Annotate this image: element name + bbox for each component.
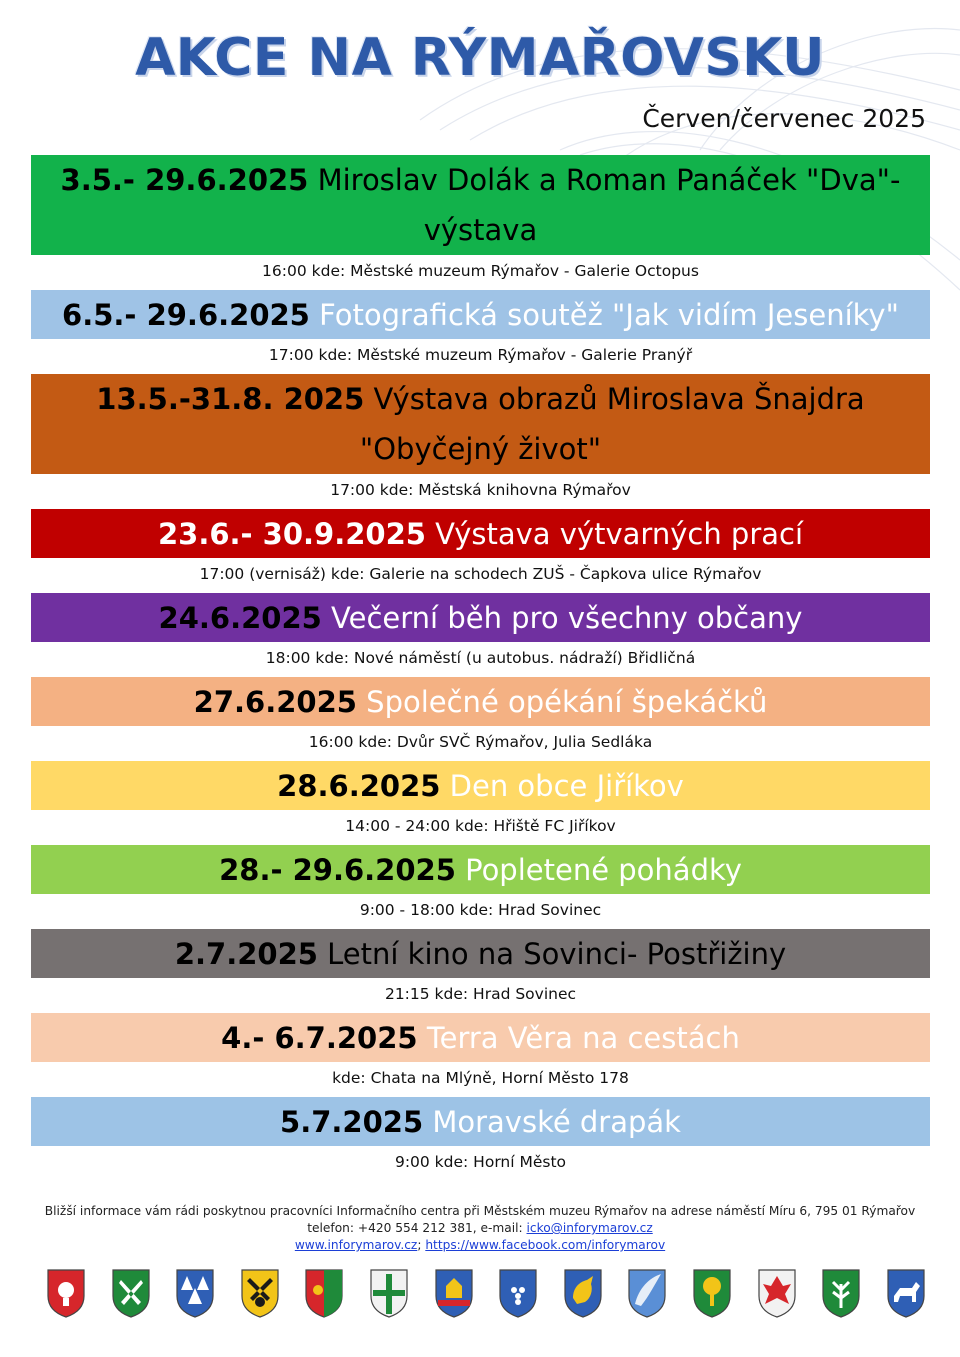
page-subtitle: Červen/červenec 2025	[642, 104, 926, 133]
event-heading	[175, 929, 786, 979]
footer-phone-text: telefon: +420 554 212 381, e-mail:	[307, 1221, 527, 1235]
event-heading	[159, 593, 803, 643]
footer-info-line: Bližší informace vám rádi poskytnou pracovníci Informačního centra při Městském muzeu Rýmařov na adrese náměstí Míru 6, 795 01 Rýmařov	[44, 1204, 916, 1218]
event-info: 9:00 - 18:00 kde: Hrad Sovinec	[359, 901, 602, 919]
event-name: Terra Věra na cestách	[426, 1020, 740, 1055]
event-info: 17:00 (vernisáž) kde: Galerie na schodech ZUŠ - Čapkova ulice Rýmařov	[199, 565, 762, 583]
event-date: 27.6.2025	[193, 684, 357, 719]
event-bar	[31, 1013, 930, 1062]
event-info: 18:00 kde: Nové náměstí (u autobus. nádraží) Břidličná	[265, 649, 696, 667]
event-bar	[31, 1097, 930, 1146]
event-name: Výstava výtvarných prací	[435, 516, 804, 551]
event-date: 4.- 6.7.2025	[221, 1020, 418, 1055]
event-bar	[31, 509, 930, 558]
event-heading	[45, 155, 916, 255]
event-name: Letní kino na Sovinci- Postřižiny	[327, 936, 787, 971]
crest-blue-church-icon	[434, 1268, 474, 1318]
event-date: 23.6.- 30.9.2025	[157, 516, 426, 551]
page-title: AKCE NA RÝMAŘOVSKU	[135, 28, 825, 88]
event-bar	[31, 929, 930, 978]
event-item	[31, 845, 930, 929]
event-bar	[31, 593, 930, 642]
event-info: kde: Chata na Mlýně, Horní Město 178	[332, 1069, 629, 1087]
event-name: Večerní běh pro všechny občany	[331, 600, 803, 635]
event-heading	[194, 677, 768, 727]
event-bar	[31, 677, 930, 726]
event-name: Výstava obrazů Miroslava Šnajdra "Obyčejný život"	[359, 382, 865, 466]
event-info: 9:00 kde: Horní Město	[394, 1153, 567, 1171]
crest-blue-gold-horse-icon	[563, 1268, 603, 1318]
email-link[interactable]: icko@inforymarov.cz	[526, 1221, 653, 1235]
event-heading	[158, 509, 803, 559]
event-heading	[62, 290, 899, 340]
link-separator: ;	[417, 1238, 426, 1252]
crest-blue-dog-icon	[886, 1268, 926, 1318]
event-info: 16:00 kde: Městské muzeum Rýmařov - Galerie Octopus	[262, 262, 699, 280]
event-item	[31, 593, 930, 677]
event-date: 2.7.2025	[174, 936, 318, 971]
event-date: 28.- 29.6.2025	[219, 852, 456, 887]
footer-contact	[0, 1203, 960, 1254]
crest-green-white-plant-icon	[821, 1268, 861, 1318]
crest-green-mining-icon	[111, 1268, 151, 1318]
crest-white-green-cross-icon	[369, 1268, 409, 1318]
event-heading	[280, 1097, 681, 1147]
event-name: Popletené pohádky	[465, 852, 742, 887]
event-name: Miroslav Dolák a Roman Panáček "Dva"- výstava	[317, 163, 901, 247]
event-info: 17:00 kde: Městská knihovna Rýmařov	[330, 481, 631, 499]
crest-blue-silver-wing-icon	[627, 1268, 667, 1318]
event-info: 17:00 kde: Městské muzeum Rýmařov - Galerie Pranýř	[268, 346, 693, 364]
event-heading	[277, 761, 684, 811]
crest-red-green-knight-icon	[304, 1268, 344, 1318]
event-item	[31, 929, 930, 1013]
event-date: 6.5.- 29.6.2025	[62, 297, 310, 332]
event-item	[31, 509, 930, 593]
event-item	[31, 761, 930, 845]
event-heading	[219, 845, 742, 895]
crest-yellow-black-bird-icon	[240, 1268, 280, 1318]
event-item	[31, 677, 930, 761]
event-bar	[31, 290, 930, 339]
event-bar	[31, 845, 930, 894]
event-info: 16:00 kde: Dvůr SVČ Rýmařov, Julia Sedláka	[308, 733, 653, 751]
event-item	[31, 1013, 930, 1097]
crest-green-tree-icon	[692, 1268, 732, 1318]
event-item	[31, 1097, 930, 1181]
event-bar	[31, 761, 930, 810]
footer-links-line	[0, 1237, 960, 1254]
crest-white-eagle-icon	[757, 1268, 797, 1318]
event-date: 13.5.-31.8. 2025	[96, 382, 365, 416]
event-name: Společné opékání špekáčků	[366, 684, 768, 719]
municipality-crests-row	[46, 1268, 926, 1318]
event-date: 24.6.2025	[158, 600, 322, 635]
event-info: 14:00 - 24:00 kde: Hřiště FC Jiříkov	[345, 817, 616, 835]
event-info: 21:15 kde: Hrad Sovinec	[384, 985, 577, 1003]
event-list	[31, 155, 930, 1181]
event-name: Fotografická soutěž "Jak vidím Jeseníky"	[319, 297, 899, 332]
event-item	[31, 290, 930, 374]
event-name: Moravské drapák	[432, 1104, 681, 1139]
event-heading	[45, 374, 916, 474]
event-bar	[31, 155, 930, 255]
event-date: 28.6.2025	[277, 768, 441, 803]
event-item	[31, 155, 930, 290]
crest-blue-grapes-icon	[498, 1268, 538, 1318]
footer-contact-line	[0, 1220, 960, 1237]
facebook-link[interactable]: https://www.facebook.com/inforymarov	[425, 1238, 666, 1252]
event-name: Den obce Jiříkov	[449, 768, 684, 803]
crest-blue-fir-trees-icon	[175, 1268, 215, 1318]
crest-red-bird-icon	[46, 1268, 86, 1318]
event-date: 5.7.2025	[280, 1104, 424, 1139]
event-item	[31, 374, 930, 509]
website-link[interactable]: www.inforymarov.cz	[294, 1238, 418, 1252]
event-date: 3.5.- 29.6.2025	[60, 163, 309, 197]
event-heading	[221, 1013, 740, 1063]
event-bar	[31, 374, 930, 474]
